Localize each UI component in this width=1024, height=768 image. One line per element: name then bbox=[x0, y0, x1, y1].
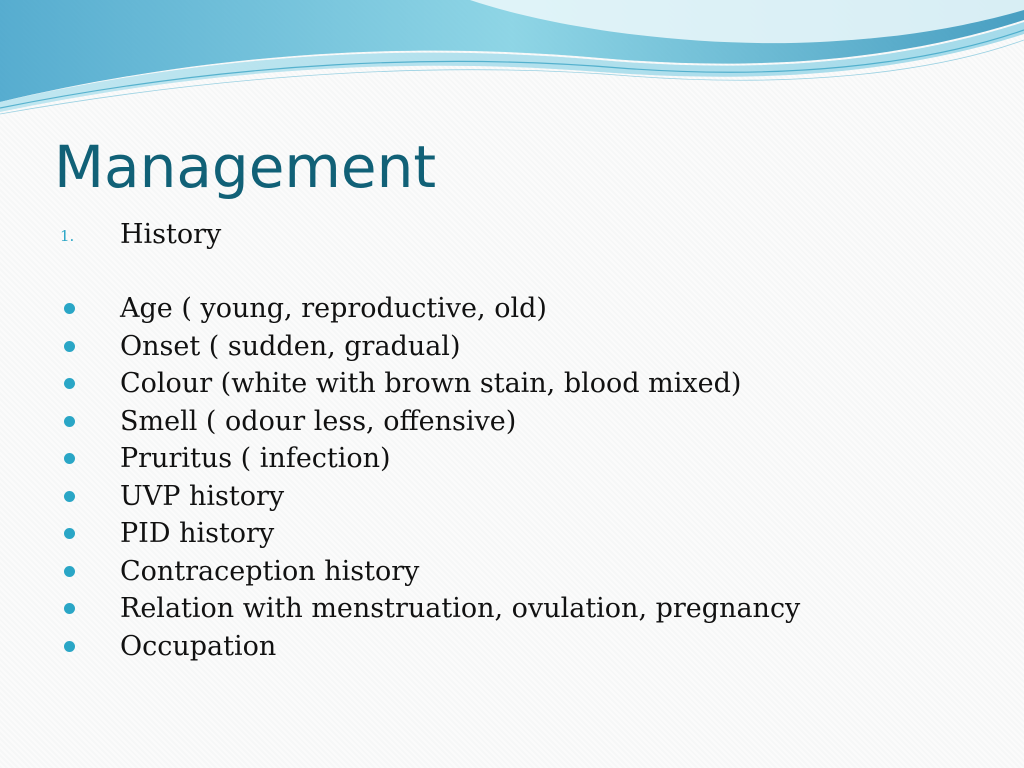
bullet-list bbox=[0, 290, 1024, 665]
bullet-text: Occupation bbox=[120, 630, 277, 662]
bullet-text: Onset ( sudden, gradual) bbox=[120, 330, 461, 362]
bullet-text: Contraception history bbox=[120, 555, 420, 587]
bullet-item bbox=[0, 403, 1024, 441]
bullet-item bbox=[0, 365, 1024, 403]
bullet-dot-icon bbox=[64, 566, 75, 577]
bullet-text: Pruritus ( infection) bbox=[120, 443, 391, 474]
bullet-dot-icon bbox=[64, 303, 75, 314]
bullet-dot-icon bbox=[64, 416, 75, 427]
bullet-text: Age ( young, reproductive, old) bbox=[120, 293, 547, 324]
bullet-dot-icon bbox=[64, 603, 75, 614]
bullet-dot-icon bbox=[64, 641, 75, 652]
bullet-text: PID history bbox=[120, 518, 275, 549]
bullet-text: UVP history bbox=[120, 480, 285, 512]
bullet-dot-icon bbox=[64, 528, 75, 539]
bullet-text: Colour (white with brown stain, blood mixed) bbox=[120, 368, 742, 399]
bullet-item bbox=[0, 290, 1024, 328]
numbered-item bbox=[0, 215, 1024, 255]
bullet-text: Smell ( odour less, offensive) bbox=[120, 405, 517, 437]
numbered-item-marker: 1. bbox=[60, 227, 75, 245]
bullet-item bbox=[0, 478, 1024, 516]
bullet-item bbox=[0, 628, 1024, 666]
bullet-item bbox=[0, 553, 1024, 591]
bullet-item bbox=[0, 515, 1024, 553]
bullet-dot-icon bbox=[64, 491, 75, 502]
bullet-dot-icon bbox=[64, 453, 75, 464]
bullet-item bbox=[0, 590, 1024, 628]
numbered-item-text: History bbox=[120, 219, 222, 250]
bullet-dot-icon bbox=[64, 341, 75, 352]
bullet-text: Relation with menstruation, ovulation, pregnancy bbox=[120, 593, 801, 624]
bullet-item bbox=[0, 328, 1024, 366]
bullet-item bbox=[0, 440, 1024, 478]
bullet-dot-icon bbox=[64, 378, 75, 389]
slide-title: Management bbox=[54, 133, 437, 201]
wave-header-decoration bbox=[0, 0, 1024, 120]
